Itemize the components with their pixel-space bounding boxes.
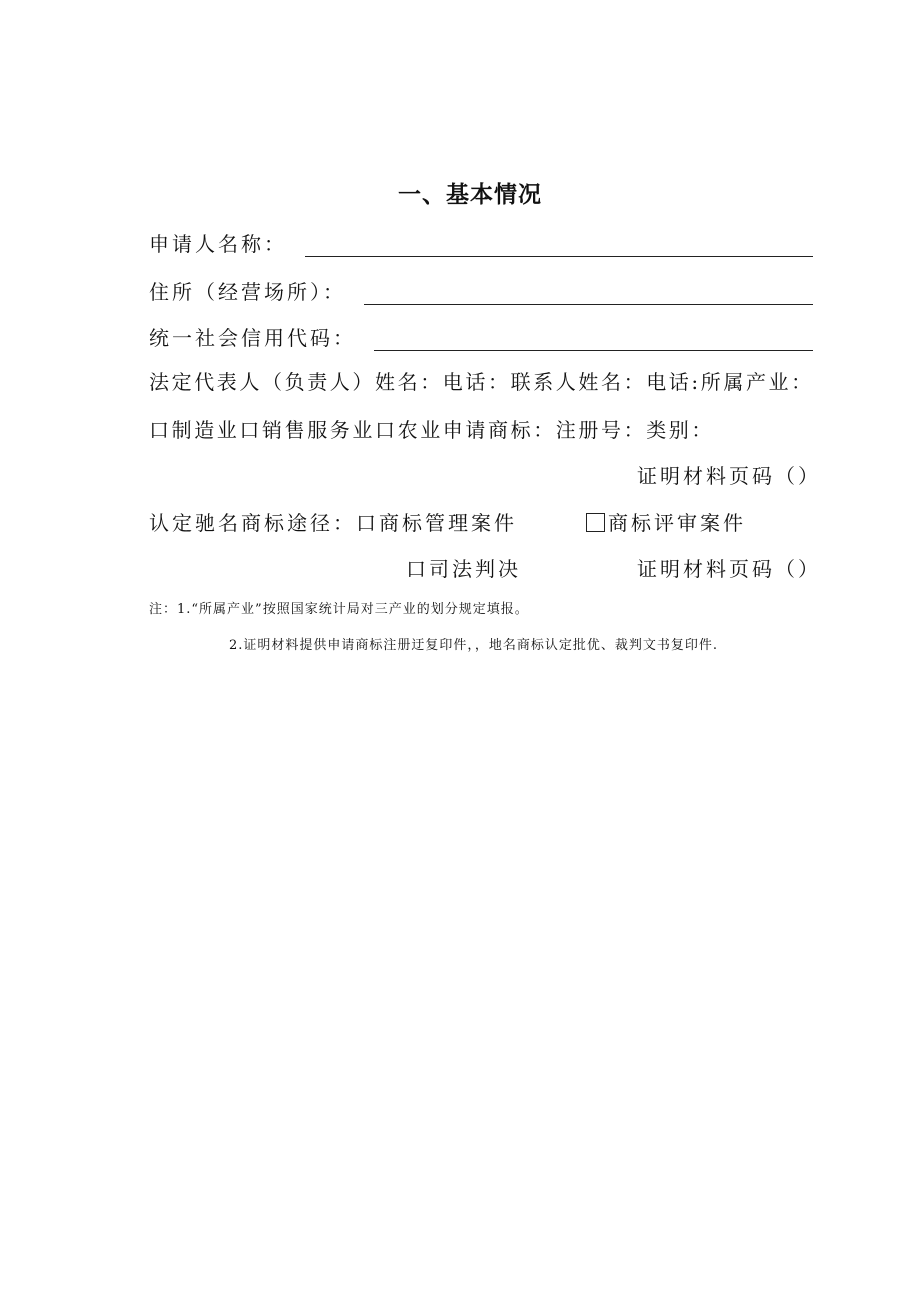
industry-trademark-line: 口制造业口销售服务业口农业申请商标：注册号：类别： — [149, 418, 714, 442]
proof-page-number-1: 证明材料页码（） — [637, 464, 821, 488]
applicant-name-row — [149, 228, 813, 257]
credit-code-field[interactable] — [374, 330, 813, 351]
credit-code-row — [149, 322, 813, 351]
address-row — [149, 276, 813, 305]
credit-code-label: 统一社会信用代码： — [149, 326, 356, 350]
legal-representative-line: 法定代表人（负责人）姓名：电话：联系人姓名：电话:所属产业： — [149, 370, 814, 394]
address-field[interactable] — [364, 284, 813, 305]
route-row — [149, 507, 517, 536]
route-label: 认定驰名商标途径： — [149, 511, 356, 535]
checkbox-trademark-review[interactable] — [586, 513, 605, 532]
applicant-name-field[interactable] — [305, 236, 813, 257]
proof-page-number-2: 证明材料页码（） — [637, 557, 821, 581]
note-2: 2.证明材料提供申请商标注册迂复印件，，地名商标认定批优、裁判文书复印件. — [229, 638, 719, 653]
note-1: 注：1.“所属产业”按照国家统计局对三产业的划分规定填报。 — [149, 602, 529, 617]
option-trademark-management-case[interactable]: 口商标管理案件 — [356, 511, 517, 535]
option-judicial-decision[interactable]: 口司法判决 — [406, 557, 521, 581]
option-trademark-review-case-wrap[interactable] — [586, 507, 746, 536]
applicant-name-label: 申请人名称： — [149, 232, 287, 256]
option-trademark-review-case[interactable]: 商标评审案件 — [608, 511, 746, 535]
section-title: 一、基本情况 — [398, 182, 542, 208]
address-label: 住所（经营场所）： — [149, 280, 346, 304]
